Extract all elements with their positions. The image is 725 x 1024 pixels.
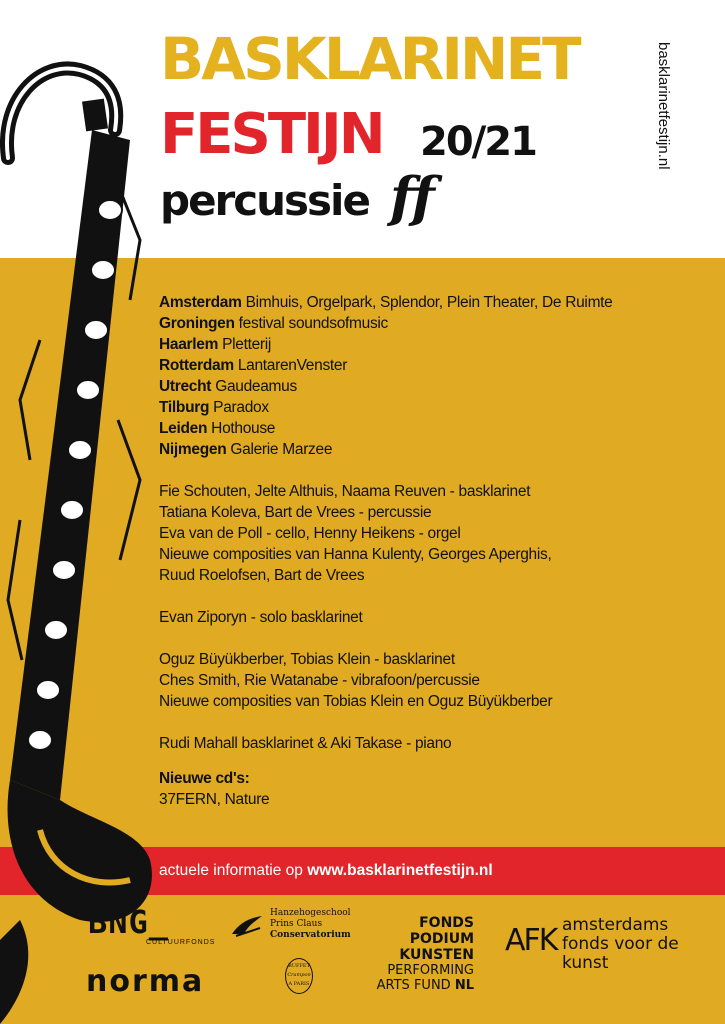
cds-heading: Nieuwe cd's: <box>159 770 250 787</box>
venue-places: LantarenVenster <box>237 357 348 374</box>
venue-places: Paradox <box>213 399 269 416</box>
venue-city: Tilburg <box>159 399 210 416</box>
venue-line <box>159 376 699 397</box>
bass-clarinet-illustration <box>0 40 160 1024</box>
title-basklarinet: BASKLARINET <box>160 25 579 93</box>
venue-city: Utrecht <box>159 378 212 395</box>
venue-city: Amsterdam <box>159 294 242 311</box>
hanze-bird-icon <box>230 914 264 940</box>
afk-mark: AFK <box>505 923 557 958</box>
venue-places: Galerie Marzee <box>230 441 333 458</box>
side-url[interactable] <box>655 42 690 202</box>
hanze-logo[interactable]: Hanzehogeschool Prins Claus Conservatorium <box>230 908 355 941</box>
info-url-link[interactable]: www.basklarinetfestijn.nl <box>307 862 493 879</box>
dynamic-ff: ff <box>390 165 435 229</box>
program-line: Rudi Mahall basklarinet & Aki Takase - piano <box>159 735 452 752</box>
info-prefix: actuele informatie op <box>159 862 308 879</box>
side-url-text[interactable]: basklarinetfestijn.nl <box>655 42 672 170</box>
buffet-crampon-logo[interactable]: BUFFET Crampon A PARIS <box>285 958 313 994</box>
season-label: 20/21 <box>420 119 536 165</box>
info-text <box>159 860 493 882</box>
program-line: Nieuwe composities van Tobias Klein en Oguz Büyükberber <box>159 693 553 710</box>
cds-list: 37FERN, Nature <box>159 791 270 808</box>
program-line: Ruud Roelofsen, Bart de Vrees <box>159 567 365 584</box>
title-festijn: FESTIJN <box>160 102 383 167</box>
norma-logo[interactable]: norma <box>86 964 205 999</box>
venue-places: Bimhuis, Orgelpark, Splendor, Plein Theater, De Ruimte <box>245 294 613 311</box>
program-line: Eva van de Poll - cello, Henny Heikens - orgel <box>159 525 461 542</box>
venue-line <box>159 313 699 334</box>
program-line: Oguz Büyükberber, Tobias Klein - basklarinet <box>159 651 455 668</box>
venue-line <box>159 397 699 418</box>
program-line: Evan Ziporyn - solo basklarinet <box>159 609 363 626</box>
venue-line <box>159 355 699 376</box>
program-list <box>159 292 699 810</box>
program-line: Tatiana Koleva, Bart de Vrees - percussie <box>159 504 432 521</box>
venue-line <box>159 418 699 439</box>
venue-line <box>159 334 699 355</box>
subtitle-percussie: percussie <box>160 176 369 225</box>
venue-places: Pletterij <box>222 336 272 353</box>
program-line: Ches Smith, Rie Watanabe - vibrafoon/percussie <box>159 672 480 689</box>
venue-places: Gaudeamus <box>215 378 297 395</box>
program-line: Nieuwe composities van Hanna Kulenty, Georges Aperghis, <box>159 546 552 563</box>
venue-line <box>159 439 699 460</box>
venue-places: Hothouse <box>211 420 276 437</box>
venue-city: Nijmegen <box>159 441 227 458</box>
bng-logo[interactable]: BNG_ CULTUURFONDS <box>88 903 216 946</box>
venue-city: Leiden <box>159 420 208 437</box>
venue-city: Haarlem <box>159 336 219 353</box>
venue-places: festival soundsofmusic <box>238 315 389 332</box>
venue-city: Rotterdam <box>159 357 234 374</box>
venue-line <box>159 292 699 313</box>
venue-city: Groningen <box>159 315 235 332</box>
fonds-podium-kunsten-logo[interactable]: FONDS PODIUM KUNSTEN PERFORMING ARTS FUND NL <box>376 915 474 993</box>
program-line: Fie Schouten, Jelte Althuis, Naama Reuven - basklarinet <box>159 483 531 500</box>
